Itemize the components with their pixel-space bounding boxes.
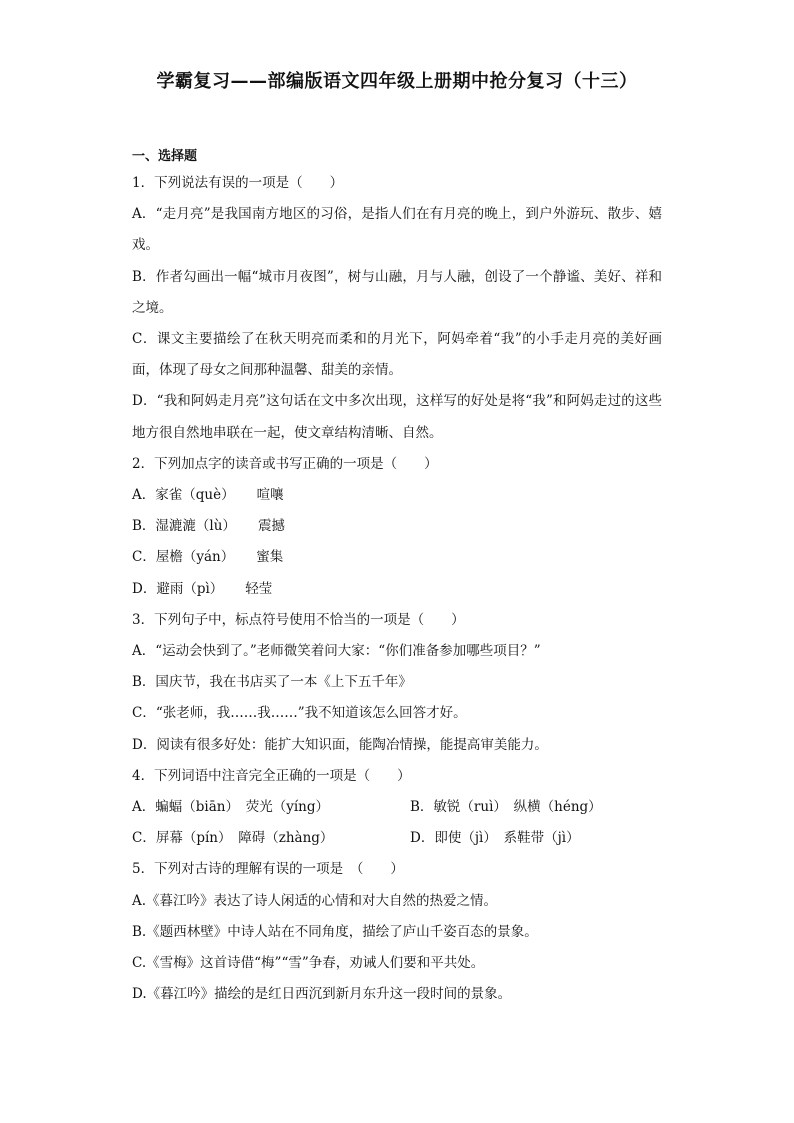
- option-a: A．蝙蝠（biān） 荧光（yíng）: [132, 799, 329, 816]
- question-stem: 2．下列加点字的读音或书写正确的一项是（ ）: [132, 455, 438, 472]
- option-d: D．阅读有很多好处：能扩大知识面，能陶冶情操，能提高审美能力。: [132, 736, 548, 753]
- option-a: A.《暮江吟》表达了诗人闲适的心情和对大自然的热爱之情。: [132, 892, 498, 909]
- question-3: [132, 605, 662, 761]
- page-title: 学霸复习——部编版语文四年级上册期中抢分复习（十三）: [156, 71, 638, 92]
- option-a: A．“走月亮”是我国南方地区的习俗，是指人们在有月亮的晚上，到户外游玩、散步、嬉戏。: [132, 206, 662, 254]
- option-b: B.《题西林壁》中诗人站在不同角度，描绘了庐山千姿百态的景象。: [132, 923, 538, 940]
- option-d: D.《暮江吟》描绘的是红日西沉到新月东升这一段时间的景象。: [132, 986, 512, 1003]
- option-row: [132, 792, 662, 823]
- option-word: C．屋檐（yán）: [132, 549, 235, 566]
- question-1: [132, 168, 662, 449]
- question-5: [132, 854, 662, 1010]
- question-stem: 1．下列说法有误的一项是（ ）: [132, 175, 344, 191]
- option-row: [132, 823, 662, 854]
- option-b: B．作者勾画出一幅“城市月夜图”，树与山融，月与人融，创设了一个静谧、美好、祥和之境。: [132, 268, 662, 316]
- option-d: D．“我和阿妈走月亮”这句话在文中多次出现，这样写的好处是将“我”和阿妈走过的这些地方很自然地串联在一起，使文章结构清晰、自然。: [132, 393, 662, 441]
- question-stem: 4．下列词语中注音完全正确的一项是（ ）: [132, 767, 411, 784]
- option-c: C．“张老师，我……我……”我不知道该怎么回答才好。: [132, 705, 467, 722]
- option-a: [132, 480, 662, 511]
- option-word: B．湿漉漉（lù）: [132, 518, 236, 535]
- option-b: B．国庆节，我在书店买了一本《上下五千年》: [132, 674, 412, 691]
- question-stem: 3．下列句子中，标点符号使用不恰当的一项是（ ）: [132, 611, 465, 628]
- option-word: D．避雨（pì）: [132, 580, 224, 597]
- option-c: [132, 542, 662, 573]
- option-c: C．屏幕（pín） 障碍（zhàng）: [132, 830, 334, 847]
- option-extra-word: 轻莹: [245, 580, 273, 597]
- option-d: [132, 574, 662, 605]
- option-extra-word: 蜜集: [256, 549, 284, 566]
- option-a: A．“运动会快到了。”老师微笑着问大家：“你们准备参加哪些项目？”: [132, 643, 541, 660]
- option-c: C．课文主要描绘了在秋天明亮而柔和的月光下，阿妈牵着“我”的小手走月亮的美好画面，体现了母女之间那种温馨、甜美的亲情。: [132, 331, 662, 379]
- option-word: A．家雀（què）: [132, 487, 235, 504]
- option-b: [132, 511, 662, 542]
- question-4: [132, 761, 662, 855]
- question-2: [132, 449, 662, 605]
- option-b: B．敏锐（ruì） 纵横（héng）: [410, 799, 602, 816]
- option-c: C.《雪梅》这首诗借“梅”“雪”争春，劝诫人们要和平共处。: [132, 955, 485, 972]
- option-extra-word: 喧嚷: [256, 487, 284, 504]
- option-extra-word: 震撼: [257, 518, 285, 535]
- section-heading: 一、选择题: [132, 149, 198, 164]
- question-stem: 5．下列对古诗的理解有误的一项是 （ ）: [132, 861, 404, 878]
- option-d: D．即使（jì） 系鞋带（jì）: [410, 830, 580, 847]
